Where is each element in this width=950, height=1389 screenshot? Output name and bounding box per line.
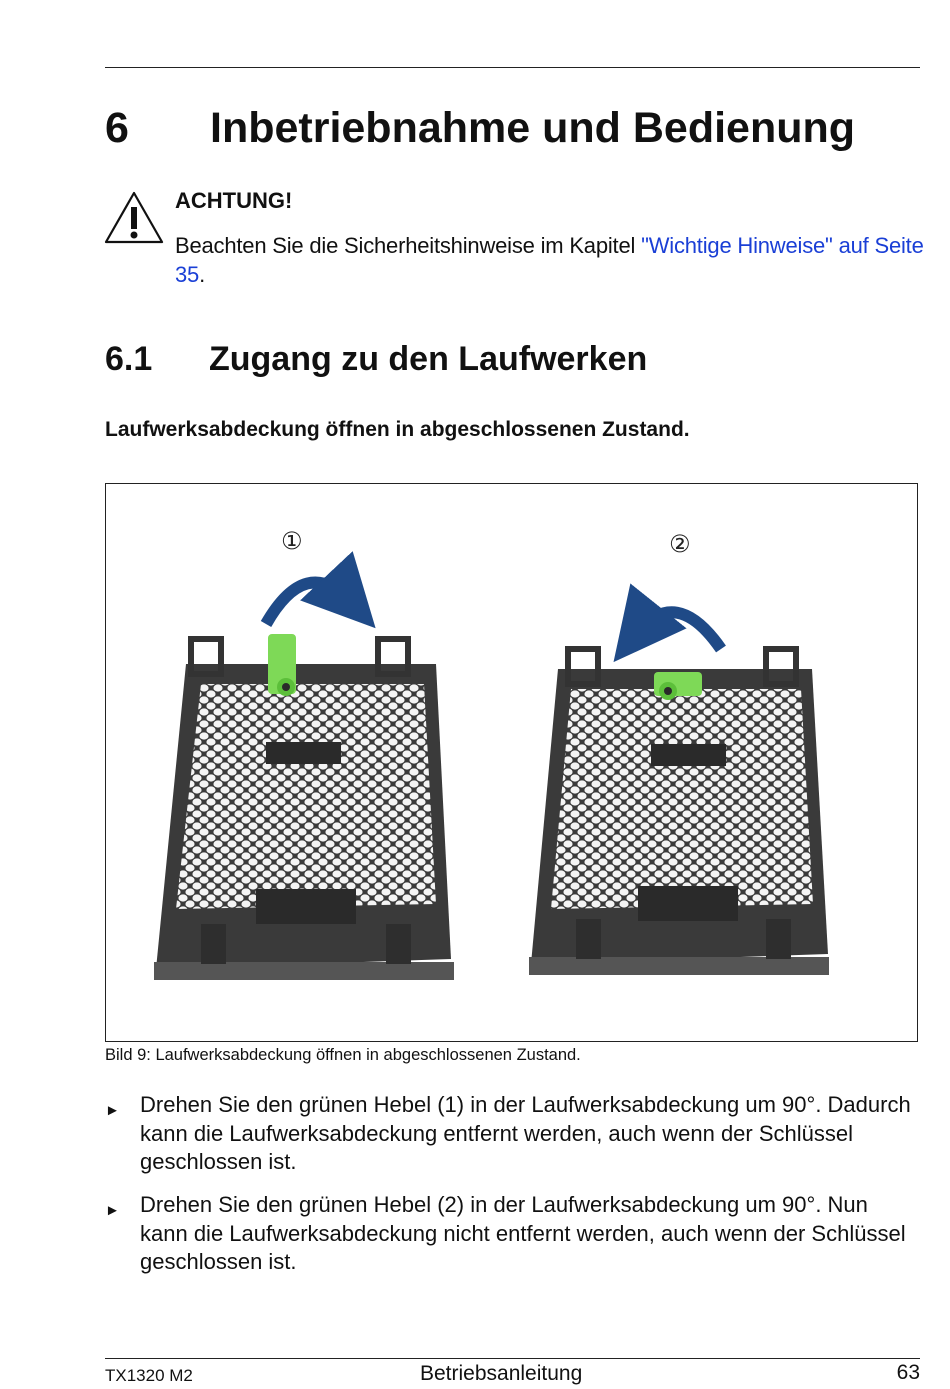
rotation-arrow-right [636, 612, 721, 649]
tray-left [154, 639, 454, 980]
tray-right [529, 649, 829, 975]
chapter-title: Inbetriebnahme und Bedienung [210, 104, 856, 152]
marker-2: ② [669, 530, 691, 558]
figure-frame [105, 483, 918, 1042]
header-rule [105, 67, 920, 68]
warning-text [175, 231, 935, 289]
rotation-arrow-left [266, 582, 351, 624]
bullet-triangle-icon: ► [105, 1202, 120, 1219]
section-heading [105, 340, 647, 379]
warning-text-before: Beachten Sie die Sicherheitshinweise im Kapitel [175, 233, 642, 258]
list-item [105, 1191, 920, 1277]
list-item [105, 1091, 920, 1177]
warning-title: ACHTUNG! [175, 188, 293, 213]
footer-product: TX1320 M2 [105, 1366, 193, 1385]
chapter-number: 6 [105, 104, 129, 152]
section-title: Zugang zu den Laufwerken [209, 340, 648, 378]
green-lever-left [268, 634, 296, 696]
marker-1: ① [281, 527, 303, 555]
intro-text: Laufwerksabdeckung öffnen in abgeschlossenen Zustand. [105, 418, 690, 441]
green-lever-right [654, 672, 702, 700]
warning-text-after: . [199, 262, 205, 287]
figure-caption: Bild 9: Laufwerksabdeckung öffnen in abgeschlossenen Zustand. [105, 1046, 581, 1064]
figure-illustration [106, 484, 917, 1041]
chapter-heading [105, 104, 855, 153]
bullet-triangle-icon: ► [105, 1102, 120, 1119]
warning-triangle-icon [103, 190, 165, 246]
warning-link[interactable]: "Wichtige Hinweise" auf Seite 35 [175, 233, 924, 287]
section-number: 6.1 [105, 340, 153, 378]
footer-document-title: Betriebsanleitung [420, 1362, 583, 1385]
list-item-text: Drehen Sie den grünen Hebel (2) in der Laufwerksabdeckung um 90°. Nun kann die Laufwerksabdeckung nicht entfernt werden, auch wenn der Schlüssel geschlossen ist. [140, 1192, 906, 1274]
footer-rule [105, 1358, 920, 1359]
page-number: 63 [896, 1361, 920, 1384]
list-item-text: Drehen Sie den grünen Hebel (1) in der Laufwerksabdeckung um 90°. Dadurch kann die Laufwerksabdeckung entfernt werden, auch wenn der Schlüssel geschlossen ist. [140, 1092, 911, 1174]
